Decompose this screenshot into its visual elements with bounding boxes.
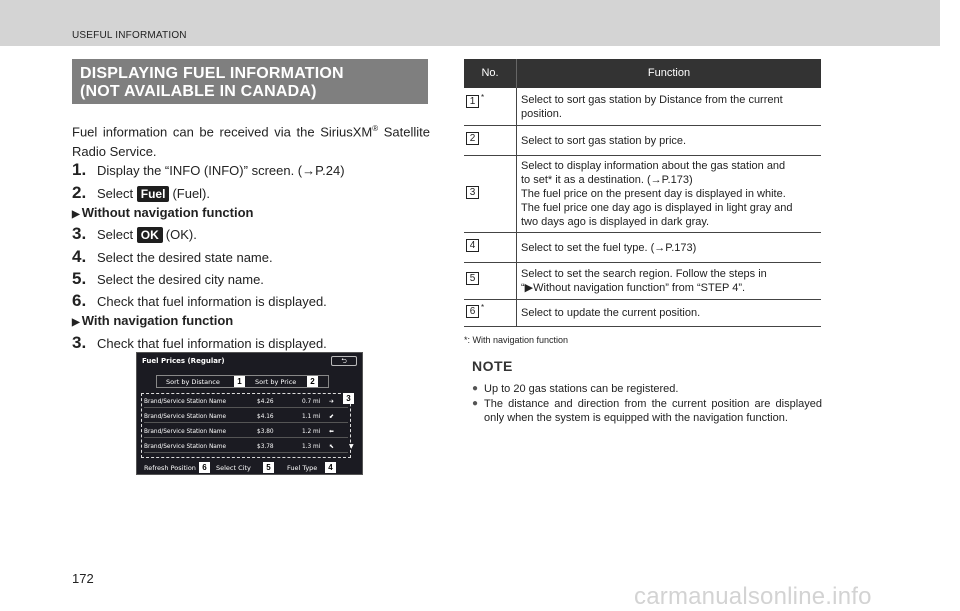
- intro-paragraph: [72, 119, 430, 162]
- step-number: 6.: [72, 291, 87, 310]
- step-text: Select the desired city name.: [97, 272, 264, 287]
- callout-badge-3: 3: [343, 393, 354, 404]
- watermark: carmanualsonline.info: [634, 583, 872, 610]
- station-price: $3.78: [257, 444, 274, 450]
- column-header-no: No.: [481, 67, 499, 79]
- step-number: 4.: [72, 247, 87, 266]
- row-number-cell: [464, 263, 516, 299]
- row-function-cell: [516, 233, 821, 262]
- callout-badge-4: 4: [325, 462, 336, 473]
- row-function-cell: [516, 126, 821, 155]
- subhead-text: With navigation function: [81, 313, 234, 328]
- station-distance: 1.3 mi: [302, 444, 321, 450]
- triangle-icon: ▶: [72, 209, 80, 220]
- direction-icon: ⬉: [329, 444, 334, 450]
- table-row: [464, 233, 821, 263]
- row-number-box: 6: [466, 305, 479, 318]
- station-distance: 1.1 mi: [302, 414, 321, 420]
- bottom-bar: [137, 461, 362, 474]
- section-title-line-2: (NOT AVAILABLE IN CANADA): [80, 83, 317, 100]
- function-line: Select to set the fuel type. (→P.173): [521, 241, 697, 254]
- step-text: Select: [97, 186, 134, 201]
- note-heading: NOTE: [472, 358, 513, 374]
- step-1: [72, 160, 345, 180]
- back-button[interactable]: [331, 356, 357, 366]
- ok-key: OK: [137, 227, 163, 243]
- sort-by-price-button[interactable]: Sort by Price: [255, 378, 297, 386]
- step-number: 5.: [72, 269, 87, 288]
- function-line: position.: [521, 107, 562, 120]
- section-header: USEFUL INFORMATION: [72, 30, 187, 41]
- back-arrow-icon: ⮌: [341, 357, 347, 365]
- row-number-box: 2: [466, 132, 479, 145]
- station-name: Brand/Service Station Name: [144, 414, 227, 420]
- row-number-cell: [464, 300, 516, 326]
- row-function-cell: [516, 263, 821, 299]
- station-row[interactable]: [144, 441, 348, 453]
- row-number-box: 3: [466, 186, 479, 199]
- function-line: Select to update the current position.: [521, 307, 701, 319]
- subhead-without-navigation: [72, 205, 253, 220]
- row-number-cell: [464, 88, 516, 125]
- station-price: $4.16: [257, 414, 274, 420]
- function-line: “▶Without navigation function” from “STEP 4”.: [521, 282, 746, 294]
- step-5: [72, 269, 264, 289]
- function-line: The fuel price one day ago is displayed in light gray and: [521, 202, 793, 214]
- row-function-cell: [516, 300, 821, 326]
- row-asterisk: *: [481, 303, 485, 312]
- callout-badge-5: 5: [263, 462, 274, 473]
- sort-bar: [156, 375, 329, 388]
- row-number-box: 4: [466, 239, 479, 252]
- step-text: Check that fuel information is displayed.: [97, 294, 327, 309]
- screen-title: Fuel Prices (Regular): [142, 357, 225, 365]
- station-name: Brand/Service Station Name: [144, 444, 227, 450]
- function-line: two days ago is displayed in dark gray.: [521, 216, 710, 228]
- bullet-icon: ●: [472, 398, 479, 409]
- intro-text-1: Fuel information can be received via the SiriusXM: [72, 124, 373, 140]
- table-row: [464, 126, 821, 156]
- function-line: Select to display information about the gas station and: [521, 160, 786, 172]
- station-name: Brand/Service Station Name: [144, 429, 227, 435]
- subhead-with-navigation: [72, 313, 233, 328]
- step-2: [72, 183, 210, 203]
- station-price: $4.26: [257, 399, 274, 405]
- function-line: Select to sort gas station by Distance from the current: [521, 93, 783, 106]
- registered-mark: ®: [372, 124, 379, 133]
- select-city-button[interactable]: Select City: [216, 464, 251, 472]
- step-4: [72, 247, 273, 267]
- step-3: [72, 224, 197, 244]
- row-asterisk: *: [481, 93, 485, 102]
- arrow-icon: →: [302, 163, 316, 178]
- step-text: Select: [97, 227, 134, 242]
- direction-icon: ⬋: [329, 414, 334, 420]
- function-line: The fuel price on the present day is displayed in white.: [521, 188, 786, 200]
- note-item: [472, 397, 822, 425]
- section-title-box: [72, 59, 428, 104]
- station-distance: 0.7 mi: [302, 399, 321, 405]
- station-name: Brand/Service Station Name: [144, 399, 227, 405]
- table-row: [464, 88, 821, 126]
- row-function-cell: [516, 88, 821, 125]
- function-line: Select to sort gas station by price.: [521, 134, 687, 147]
- note-text: Up to 20 gas stations can be registered.: [484, 383, 679, 395]
- step-text: (Fuel).: [172, 186, 210, 201]
- page-reference-link[interactable]: P.24): [315, 163, 345, 178]
- station-row[interactable]: [144, 396, 348, 408]
- fuel-type-button[interactable]: Fuel Type: [287, 464, 318, 472]
- function-line: Select to set the search region. Follow the steps in: [521, 268, 767, 280]
- triangle-icon: ▶: [72, 317, 80, 328]
- direction-icon: ⬅: [329, 429, 334, 435]
- step-text: Select the desired state name.: [97, 250, 273, 265]
- step-6: [72, 291, 327, 311]
- note-item: [472, 382, 822, 396]
- direction-icon: ➔: [329, 399, 334, 405]
- fuel-prices-screen: [136, 352, 363, 475]
- row-number-cell: [464, 233, 516, 262]
- row-number-box: 5: [466, 272, 479, 285]
- table-row: [464, 300, 821, 327]
- step-number: 1.: [72, 160, 87, 179]
- station-distance: 1.2 mi: [302, 429, 321, 435]
- station-row[interactable]: [144, 426, 348, 438]
- station-list: [141, 393, 351, 458]
- step-text: (OK).: [165, 227, 197, 242]
- callout-badge-2: 2: [307, 376, 318, 387]
- table-footnote: *: With navigation function: [464, 335, 569, 345]
- subhead-text: Without navigation function: [81, 205, 254, 220]
- row-number-cell: [464, 126, 516, 155]
- page-number: 172: [72, 571, 94, 586]
- step-number: 2.: [72, 183, 87, 202]
- column-header-function: Function: [516, 59, 821, 88]
- step-number: 3.: [72, 333, 87, 352]
- refresh-position-button[interactable]: Refresh Position: [144, 464, 196, 472]
- intro-text-2: Satellite Radio Service.: [72, 124, 430, 160]
- step-number: 3.: [72, 224, 87, 243]
- section-title-line-1: DISPLAYING FUEL INFORMATION: [80, 65, 344, 82]
- note-text: The distance and direction from the current position are displayed only when the system is equipped with the navigation function.: [484, 398, 822, 424]
- station-row[interactable]: [144, 411, 348, 423]
- function-line: to set* it as a destination. (→P.173): [521, 174, 693, 186]
- step-text: Check that fuel information is displayed.: [97, 336, 327, 351]
- station-price: $3.80: [257, 429, 274, 435]
- row-number-cell: [464, 156, 516, 232]
- row-number-box: 1: [466, 95, 479, 108]
- callout-badge-1: 1: [234, 376, 245, 387]
- bullet-icon: ●: [472, 383, 479, 394]
- row-function-cell: [516, 156, 821, 232]
- table-row: [464, 263, 821, 300]
- step-3-navigation: [72, 333, 327, 353]
- sort-by-distance-button[interactable]: Sort by Distance: [166, 378, 220, 386]
- scroll-down-icon[interactable]: ▼: [349, 443, 354, 450]
- step-text: Display the “INFO (INFO)” screen. (: [97, 163, 303, 178]
- table-row: [464, 156, 821, 233]
- fuel-key: Fuel: [137, 186, 170, 202]
- callout-badge-6: 6: [199, 462, 210, 473]
- function-table-header: [464, 59, 821, 88]
